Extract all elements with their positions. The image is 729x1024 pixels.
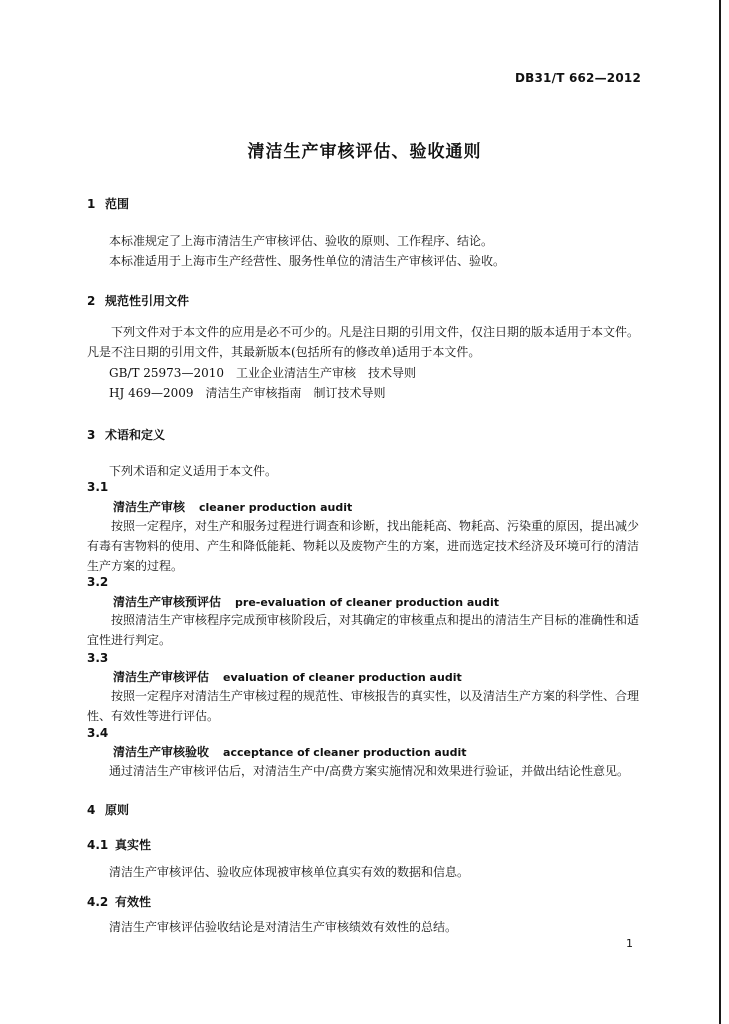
clause-title: 有效性 [115, 895, 152, 909]
term-en: pre-evaluation of cleaner production audit [235, 596, 500, 609]
section-number: 3 [87, 428, 96, 442]
term-definition: 按照一定程序，对生产和服务过程进行调查和诊断，找出能耗高、物耗高、污染重的原因，提出减少有毒有害物料的使用、产生和降低能耗、物耗以及废物产生的方案，进而选定技术经济及环境可行的清洁生产方案的过程。 [87, 519, 640, 573]
paragraph: 清洁生产审核评估、验收应体现被审核单位真实有效的数据和信息。 [109, 865, 470, 879]
term-number: 3.3 [87, 651, 109, 665]
term-definition: 按照一定程序对清洁生产审核过程的规范性、审核报告的真实性，以及清洁生产方案的科学性、合理性、有效性等进行评估。 [87, 689, 640, 723]
clause-number: 4.1 [87, 838, 109, 852]
section-2-heading [87, 292, 189, 309]
clause-number: 4.2 [87, 895, 109, 909]
section-1-heading [87, 195, 129, 212]
term-en: acceptance of cleaner production audit [223, 746, 467, 759]
section-title: 规范性引用文件 [105, 294, 190, 308]
term-zh: 清洁生产审核验收 [113, 745, 210, 759]
paragraph: 本标准适用于上海市生产经营性、服务性单位的清洁生产审核评估、验收。 [109, 254, 506, 268]
term-zh: 清洁生产审核评估 [113, 670, 210, 684]
term-en: cleaner production audit [199, 501, 353, 514]
term-entry [113, 498, 352, 515]
clause-title: 真实性 [115, 838, 152, 852]
section-title: 术语和定义 [105, 428, 166, 442]
term-number: 3.4 [87, 726, 109, 740]
clause-4-2-heading [87, 893, 151, 910]
term-definition: 按照清洁生产审核程序完成预审核阶段后，对其确定的审核重点和提出的清洁生产目标的准确性和适宜性进行判定。 [87, 613, 640, 647]
section-title: 范围 [105, 197, 130, 211]
section-number: 4 [87, 803, 96, 817]
section-number: 1 [87, 197, 96, 211]
term-entry [113, 668, 462, 685]
term-number: 3.2 [87, 575, 109, 589]
paragraph: 清洁生产审核评估验收结论是对清洁生产审核绩效有效性的总结。 [109, 920, 458, 934]
section-title: 原则 [105, 803, 130, 817]
reference-item: GB/T 25973—2010 工业企业清洁生产审核 技术导则 [109, 366, 416, 380]
term-en: evaluation of cleaner production audit [223, 671, 462, 684]
reference-item: HJ 469—2009 清洁生产审核指南 制订技术导则 [109, 386, 386, 400]
term-number: 3.1 [87, 480, 109, 494]
section-4-heading [87, 801, 129, 818]
section-3-heading [87, 426, 165, 443]
page-number: 1 [626, 937, 633, 950]
term-zh: 清洁生产审核预评估 [113, 595, 222, 609]
term-zh: 清洁生产审核 [113, 500, 186, 514]
standard-code: DB31/T 662—2012 [515, 71, 641, 85]
section-number: 2 [87, 294, 96, 308]
document-title: 清洁生产审核评估、验收通则 [247, 142, 482, 162]
term-definition: 通过清洁生产审核评估后，对清洁生产中/高费方案实施情况和效果进行验证，并做出结论性意见。 [109, 764, 630, 778]
paragraph: 本标准规定了上海市清洁生产审核评估、验收的原则、工作程序、结论。 [109, 234, 494, 248]
paragraph: 下列术语和定义适用于本文件。 [109, 464, 278, 478]
clause-4-1-heading [87, 836, 151, 853]
term-entry [113, 593, 499, 610]
term-entry [113, 743, 467, 760]
paragraph: 下列文件对于本文件的应用是必不可少的。凡是注日期的引用文件，仅注日期的版本适用于本文件。凡是不注日期的引用文件，其最新版本(包括所有的修改单)适用于本文件。 [87, 325, 640, 359]
